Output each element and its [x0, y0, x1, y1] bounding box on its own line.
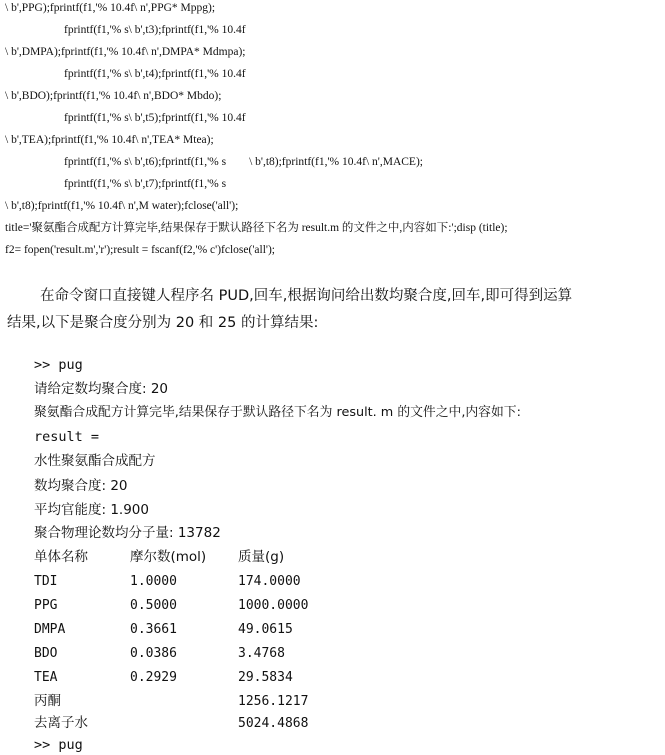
- table-cell-name: 丙酮: [34, 693, 61, 709]
- paragraph-line: 结果,以下是聚合度分别为 20 和 25 的计算结果:: [7, 315, 319, 331]
- table-header-mass: 质量(g): [238, 549, 285, 565]
- average-functionality: 平均官能度: 1.900: [34, 502, 149, 518]
- table-cell-name: TDI: [34, 574, 58, 589]
- code-line: \ b',t8);fprintf(f1,'% 10.4f\ n',M water);fclose('all');: [5, 200, 239, 212]
- table-cell-mass: 5024.4868: [238, 716, 309, 731]
- code-line: \ b',DMPA);fprintf(f1,'% 10.4f\ n',DMPA* Mdmpa);: [5, 46, 246, 58]
- molecular-weight: 聚合物理论数均分子量: 13782: [34, 525, 221, 541]
- code-line: \ b',TEA);fprintf(f1,'% 10.4f\ n',TEA* Mtea);: [5, 134, 214, 146]
- completion-message: 聚氨酯合成配方计算完毕,结果保存于默认路径下名为 result. m 的文件之中,内容如下:: [34, 405, 521, 420]
- result-label: result =: [34, 429, 100, 445]
- code-line: fprintf(f1,'% s\ b',t5);fprintf(f1,'% 10.4f: [64, 112, 246, 124]
- table-cell-mol: 0.0386: [130, 646, 177, 661]
- table-cell-mass: 1256.1217: [238, 694, 309, 709]
- command-prompt: >> pug: [34, 737, 83, 753]
- code-line: fprintf(f1,'% s\ b',t4);fprintf(f1,'% 10.4f: [64, 68, 246, 80]
- recipe-title: 水性聚氨酯合成配方: [34, 453, 156, 469]
- code-line: f2= fopen('result.m','r');result = fscanf(f2,'% c')fclose('all');: [5, 244, 275, 256]
- table-cell-mass: 1000.0000: [238, 598, 309, 613]
- command-prompt: >> pug: [34, 357, 83, 373]
- code-line: fprintf(f1,'% s\ b',t6);fprintf(f1,'% s \ b',t8);fprintf(f1,'% 10.4f\ n',MACE);: [64, 156, 423, 168]
- code-line: title='聚氨酯合成配方计算完毕,结果保存于默认路径下名为 result.m 的文件之中,内容如下:';disp (title);: [5, 222, 508, 234]
- code-line: fprintf(f1,'% s\ b',t7);fprintf(f1,'% s: [64, 178, 227, 190]
- table-cell-name: PPG: [34, 598, 58, 613]
- paragraph-line: 在命令窗口直接键人程序名 PUD,回车,根据询问给出数均聚合度,回车,即可得到运算: [40, 288, 573, 304]
- degree-of-polymerization: 数均聚合度: 20: [34, 478, 128, 494]
- table-cell-name: DMPA: [34, 622, 66, 637]
- code-line: fprintf(f1,'% s\ b',t3);fprintf(f1,'% 10.4f: [64, 24, 246, 36]
- code-line: \ b',PPG);fprintf(f1,'% 10.4f\ n',PPG* Mppg);: [5, 2, 216, 14]
- table-cell-mass: 3.4768: [238, 646, 285, 661]
- table-header-name: 单体名称: [34, 549, 88, 565]
- table-cell-name: BDO: [34, 646, 58, 661]
- table-cell-mol: 0.3661: [130, 622, 177, 637]
- table-cell-name: TEA: [34, 670, 58, 685]
- table-cell-name: 去离子水: [34, 715, 88, 731]
- prompt-question: 请给定数均聚合度: 20: [34, 381, 169, 397]
- table-cell-mol: 1.0000: [130, 574, 177, 589]
- table-cell-mass: 49.0615: [238, 622, 293, 637]
- table-cell-mass: 174.0000: [238, 574, 301, 589]
- table-cell-mol: 0.5000: [130, 598, 177, 613]
- table-cell-mol: 0.2929: [130, 670, 177, 685]
- code-line: \ b',BDO);fprintf(f1,'% 10.4f\ n',BDO* Mbdo);: [5, 90, 222, 102]
- table-header-mol: 摩尔数(mol): [130, 549, 207, 565]
- table-cell-mass: 29.5834: [238, 670, 293, 685]
